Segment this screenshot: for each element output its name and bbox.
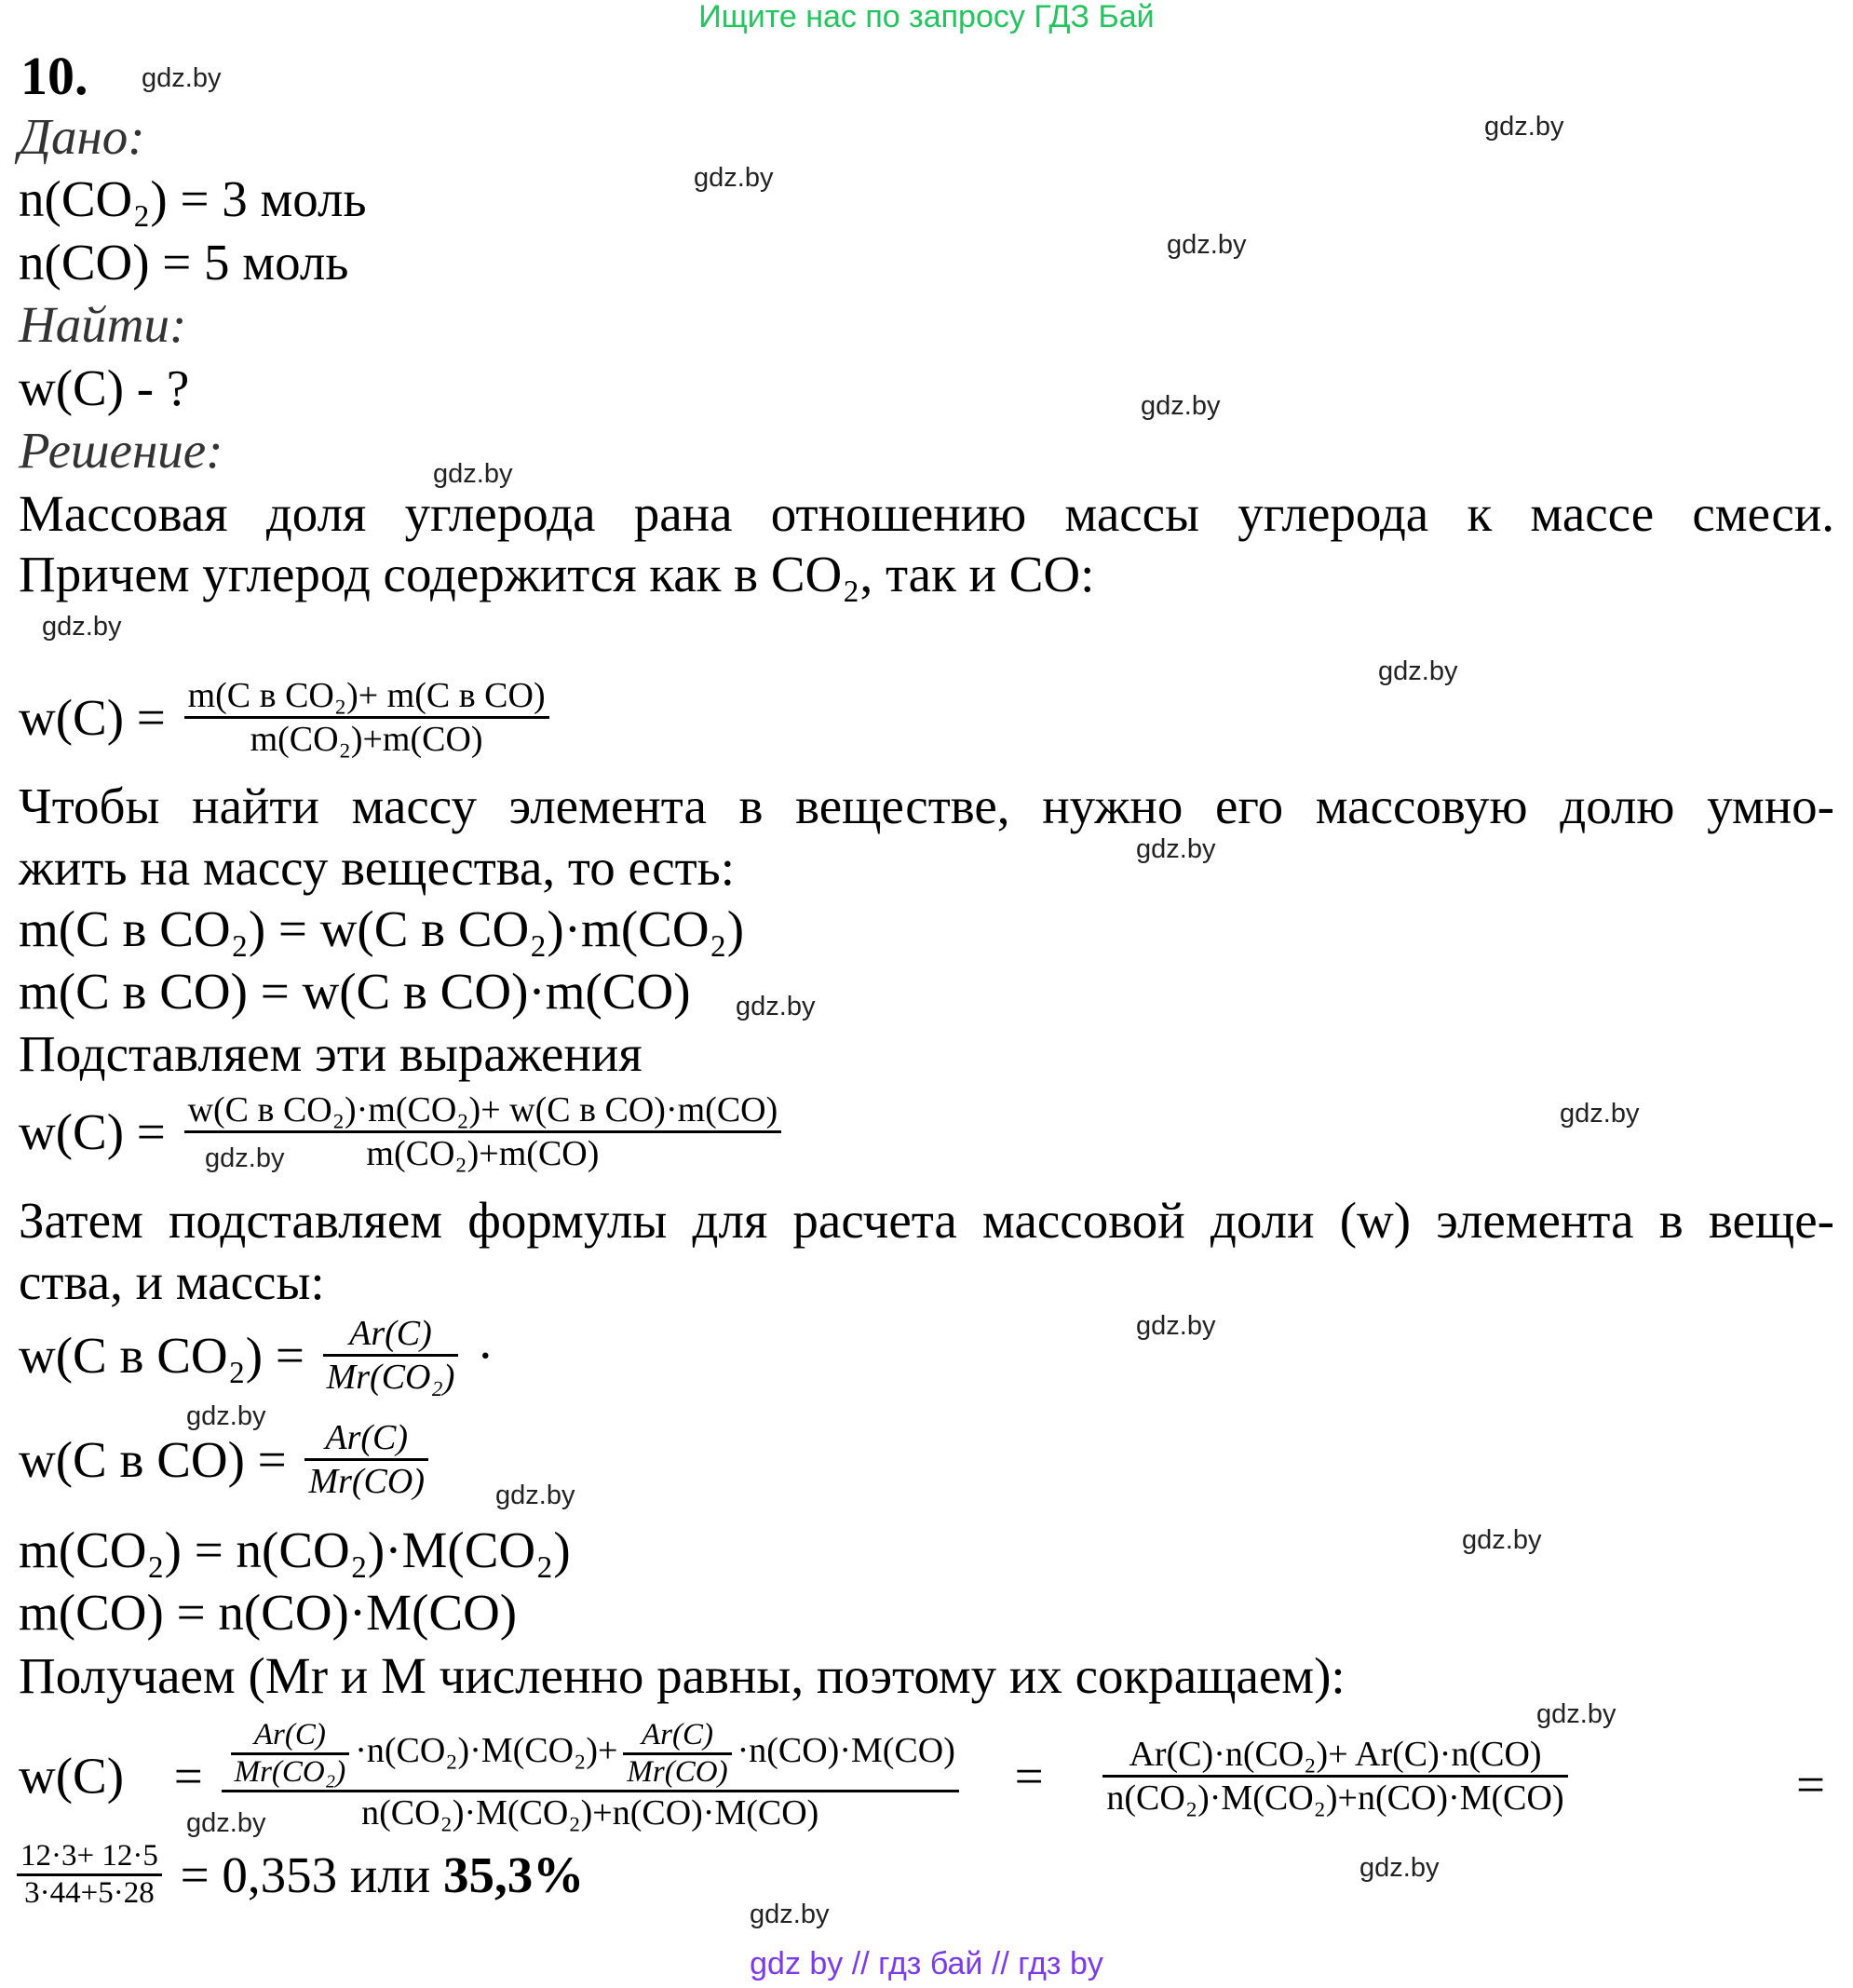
eq-9-mid-1: ·n(CO₂)·M(CO₂)+ <box>355 1731 618 1771</box>
eq-4 <box>19 1089 787 1174</box>
eq-6-fraction <box>304 1417 428 1502</box>
eq-9-inner-num-2: Ar(C) <box>623 1718 731 1755</box>
find-label: Найти: <box>19 296 187 353</box>
eq-5-fraction <box>323 1313 459 1398</box>
eq-9-equals-2: = <box>1014 1747 1044 1805</box>
given-label: Дано: <box>19 108 145 165</box>
eq-10-denominator: 3·44+5·28 <box>24 1876 155 1910</box>
solution-label: Решение: <box>19 422 223 479</box>
para-5: Получаем (Mr и M численно равны, поэтому их сокращаем): <box>19 1647 1346 1704</box>
eq-6-numerator: Ar(C) <box>304 1417 428 1461</box>
answer: 35,3% <box>442 1846 585 1903</box>
given-2: n(CO) = 5 моль <box>19 234 349 291</box>
eq-10 <box>17 1839 584 1911</box>
eq-9-denominator-b: n(CO₂)·M(CO₂)+n(CO)·M(CO) <box>1106 1778 1564 1818</box>
eq-7: m(CO₂) = n(CO₂)·M(CO₂) <box>19 1521 571 1578</box>
watermark: gdz.by <box>1536 1699 1616 1729</box>
eq-8: m(CO) = n(CO)·M(CO) <box>19 1584 518 1641</box>
eq-6-lhs: w(C в CO) = <box>19 1431 287 1488</box>
watermark: gdz.by <box>495 1481 575 1510</box>
eq-10-numerator: 12·3+ 12·5 <box>17 1839 162 1876</box>
watermark: gdz.by <box>186 1401 266 1431</box>
watermark: gdz.by <box>433 459 513 489</box>
find-1: w(C) - ? <box>19 359 190 416</box>
para-4b: ства, и массы: <box>19 1253 325 1310</box>
given-1: n(CO₂) = 3 моль <box>19 170 367 227</box>
watermark: gdz.by <box>142 63 222 93</box>
eq-9-fraction-a <box>222 1718 959 1833</box>
eq-5-tail: · <box>477 1327 494 1384</box>
eq-9-equals-3: = <box>1795 1756 1825 1813</box>
para-1b: Причем углерод содержится как в CO₂, так и CO: <box>19 546 1095 602</box>
footer-links[interactable]: gdz by // гдз бай // гдз by <box>750 1946 1103 1981</box>
eq-6-denominator: Mr(CO) <box>308 1462 425 1501</box>
eq-4-numerator: w(C в CO₂)·m(CO₂)+ w(C в CO)·m(CO) <box>184 1089 782 1133</box>
eq-4-lhs: w(C) = <box>19 1103 166 1160</box>
eq-9-inner-den-1: Mr(CO₂) <box>234 1755 346 1789</box>
eq-9-fraction-b <box>1102 1734 1567 1819</box>
eq-5-lhs: w(C в CO₂) = <box>19 1327 304 1384</box>
eq-1 <box>19 675 555 760</box>
watermark: gdz.by <box>42 612 122 642</box>
watermark: gdz.by <box>1560 1099 1640 1129</box>
watermark: gdz.by <box>1462 1525 1542 1555</box>
eq-9-inner-num-1: Ar(C) <box>231 1718 350 1755</box>
eq-9-inner-fraction-2 <box>623 1718 731 1790</box>
eq-1-numerator: m(C в CO₂)+ m(C в CO) <box>184 675 549 719</box>
watermark: gdz.by <box>1141 391 1221 421</box>
eq-3: m(C в CO) = w(C в CO)·m(CO) <box>19 963 691 1020</box>
eq-9-numerator-b: Ar(C)·n(CO₂)+ Ar(C)·n(CO) <box>1102 1734 1567 1778</box>
eq-10-fraction <box>17 1839 162 1911</box>
eq-5-denominator: Mr(CO₂) <box>326 1358 455 1397</box>
para-2a: Чтобы найти массу элемента в веществе, нужно его массовую долю умно- <box>19 778 1834 834</box>
eq-5-numerator: Ar(C) <box>323 1313 459 1357</box>
eq-9-denominator-a: n(CO₂)·M(CO₂)+n(CO)·M(CO) <box>361 1793 819 1832</box>
eq-9-numerator-a <box>222 1718 959 1792</box>
top-banner[interactable]: Ищите нас по запросу ГДЗ Бай <box>698 0 1155 34</box>
eq-1-lhs: w(C) = <box>19 689 166 746</box>
watermark: gdz.by <box>694 163 774 193</box>
eq-9 <box>19 1718 1834 1833</box>
eq-4-denominator: m(CO₂)+m(CO) <box>366 1134 600 1173</box>
watermark: gdz.by <box>1359 1853 1440 1883</box>
watermark: gdz.by <box>1136 834 1216 864</box>
watermark: gdz.by <box>1484 112 1564 142</box>
watermark: gdz.by <box>750 1900 830 1929</box>
eq-5 <box>19 1313 494 1398</box>
para-3: Подставляем эти выражения <box>19 1025 642 1082</box>
para-4a: Затем подставляем формулы для расчета массовой доли (w) элемента в веще- <box>19 1192 1834 1249</box>
watermark: gdz.by <box>1167 230 1247 260</box>
watermark: gdz.by <box>1136 1311 1216 1341</box>
eq-9-inner-den-2: Mr(CO) <box>627 1755 728 1789</box>
eq-10-result: = 0,353 или <box>180 1846 431 1903</box>
problem-number: 10. <box>20 46 88 106</box>
watermark: gdz.by <box>186 1808 266 1838</box>
eq-2: m(C в CO₂) = w(C в CO₂)·m(CO₂) <box>19 900 745 957</box>
eq-9-mid-2: ·n(CO)·M(CO) <box>737 1731 955 1771</box>
eq-9-equals-1: = <box>173 1747 203 1805</box>
para-1a: Массовая доля углерода рана отношению массы углерода к массе смеси. <box>19 485 1834 542</box>
para-2b: жить на массу вещества, то есть: <box>19 839 736 896</box>
eq-9-lhs: w(C) <box>19 1747 125 1805</box>
eq-1-fraction <box>184 675 549 760</box>
eq-1-denominator: m(CO₂)+m(CO) <box>250 720 483 759</box>
watermark: gdz.by <box>1378 656 1458 686</box>
watermark: gdz.by <box>205 1143 285 1173</box>
eq-9-inner-fraction-1 <box>231 1718 350 1790</box>
watermark: gdz.by <box>736 992 816 1021</box>
